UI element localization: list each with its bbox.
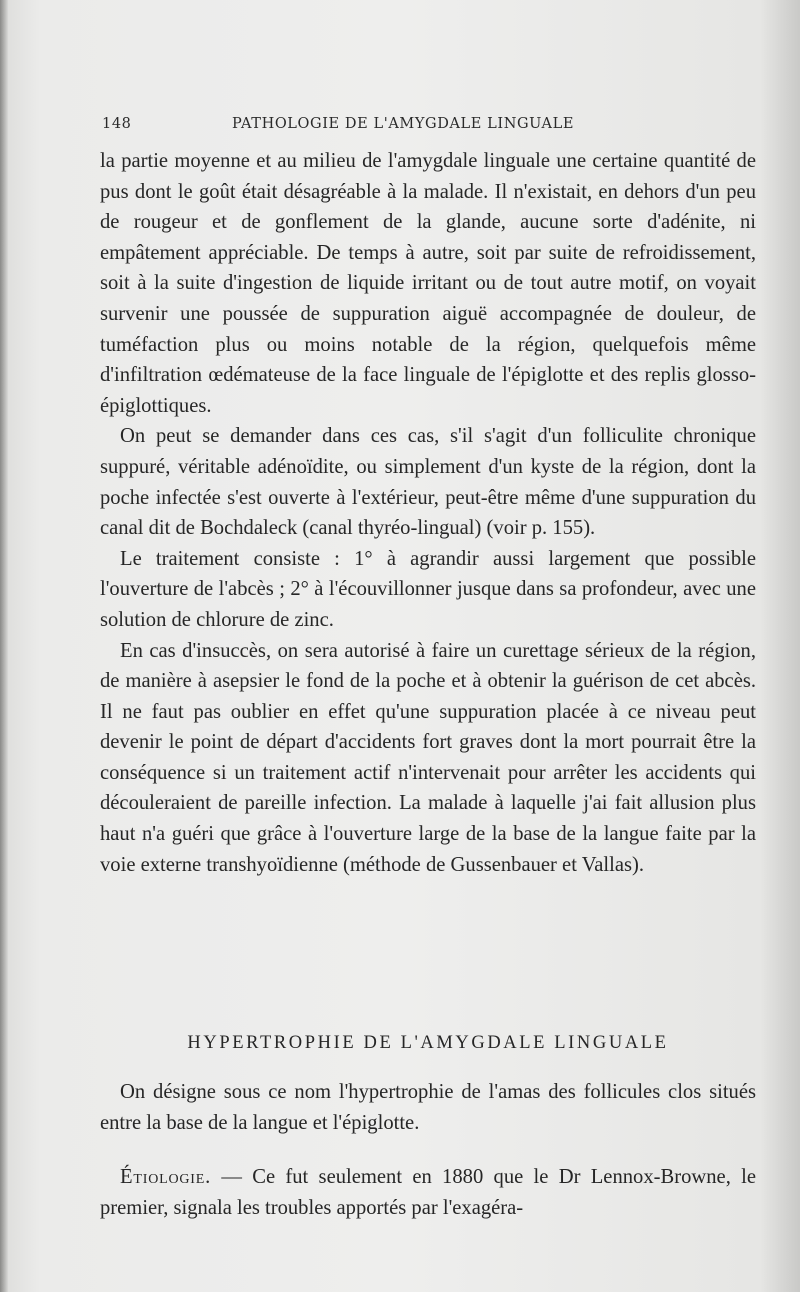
section-text <box>100 1077 756 1223</box>
etiologie-label: Étiologie. <box>120 1166 212 1189</box>
etiologie-paragraph <box>100 1162 756 1223</box>
page-binding-edge <box>0 0 8 1292</box>
paragraph-insuccess: En cas d'insuccès, on sera autorisé à faire un curettage sérieux de la région, de manière à asepsier le fond de la poche et à obtenir la guérison de cet abcès. Il ne faut pas oublier en effet qu'une suppuration placée à ce niveau peut devenir le point de départ d'accidents fort graves dont la mort pourrait être la conséquence si un traitement actif n'intervenait pour arrêter les accidents qui découleraient de pareille infection. La malade à laquelle j'ai fait allusion plus haut n'a guéri que grâce à l'ouverture large de la base de la langue faite par la voie externe transhyoïdienne (méthode de Gussenbauer et Vallas). <box>100 639 756 876</box>
page-number: 148 <box>102 116 132 132</box>
section-heading: HYPERTROPHIE DE L'AMYGDALE LINGUALE <box>187 1033 669 1053</box>
etiologie-text: — Ce fut seulement en 1880 que le Dr Lennox-Browne, le premier, signala les troubles apportés par l'exagéra- <box>100 1166 756 1219</box>
paragraph-question: On peut se demander dans ces cas, s'il s'agit d'un folliculite chronique suppuré, véritable adénoïdite, ou simplement d'un kyste de la région, dont la poche infectée s'est ouverte à l'extérieur, peut-être même d'une suppuration du canal dit de Bochdaleck (canal thyréo-lingual) (voir p. 155). <box>100 425 756 540</box>
main-text <box>100 146 756 880</box>
paragraph-continuation: la partie moyenne et au milieu de l'amygdale linguale une certaine quantité de pus dont le goût était désagréable à la malade. Il n'existait, en dehors d'un peu de rougeur et de gonflement de la glande, aucune sorte d'adénite, ni empâtement appréciable. De temps à autre, soit par suite de refroidissement, soit à la suite d'ingestion de liquide irritant ou de tout autre motif, on voyait survenir une poussée de suppuration aiguë accompagnée de douleur, de tuméfaction plus ou moins notable de la région, quelquefois même d'infiltration œdémateuse de la face linguale de l'épiglotte et des replis glosso-épiglottiques. <box>100 150 756 417</box>
running-head <box>102 116 756 138</box>
paragraph-treatment: Le traitement consiste : 1° à agrandir aussi largement que possible l'ouverture de l'abcès ; 2° à l'écouvillonner jusque dans sa profondeur, avec une solution de chlorure de zinc. <box>100 547 756 631</box>
section-intro: On désigne sous ce nom l'hypertrophie de l'amas des follicules clos situés entre la base de la langue et l'épiglotte. <box>100 1081 756 1134</box>
running-title: PATHOLOGIE DE L'AMYGDALE LINGUALE <box>232 116 575 132</box>
